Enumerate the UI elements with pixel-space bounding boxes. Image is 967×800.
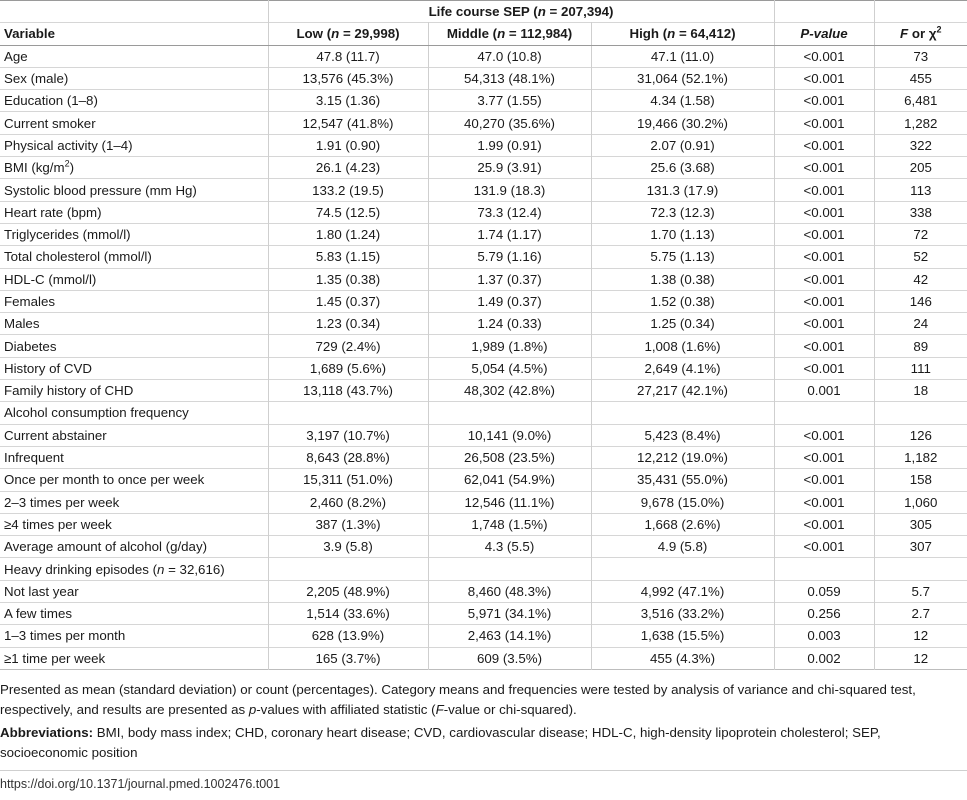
cell-f-chi: 52 (874, 246, 967, 268)
cell-p-value: <0.001 (774, 469, 874, 491)
row-label: ≥1 time per week (4, 650, 106, 666)
cell-high: 131.3 (17.9) (591, 179, 774, 201)
header-high: High (n = 64,412) (591, 23, 774, 45)
row-label: Heart rate (bpm) (4, 204, 102, 220)
row-label: Sex (male) (4, 71, 69, 87)
cell-middle: 48,302 (42.8%) (428, 380, 591, 402)
cell-low: 165 (3.7%) (268, 647, 428, 669)
table-row (0, 335, 967, 357)
row-label: Diabetes (4, 338, 57, 354)
doi-link[interactable]: https://doi.org/10.1371/journal.pmed.1002476.t001 (0, 776, 281, 791)
row-label: 1–3 times per month (4, 628, 126, 644)
cell-p-value: <0.001 (774, 223, 874, 245)
cell-p-value: <0.001 (774, 157, 874, 179)
row-label: 2–3 times per week (4, 494, 120, 510)
cell-high: 5,423 (8.4%) (591, 424, 774, 446)
cell-f-chi: 322 (874, 134, 967, 156)
cell-low: 12,547 (41.8%) (268, 112, 428, 134)
cell-p-value: 0.002 (774, 647, 874, 669)
cell-low (268, 558, 428, 580)
table-row (0, 157, 967, 179)
header-low: Low (n = 29,998) (268, 23, 428, 45)
cell-f-chi: 126 (874, 424, 967, 446)
cell-middle: 40,270 (35.6%) (428, 112, 591, 134)
cell-p-value (774, 402, 874, 424)
cell-high: 1,008 (1.6%) (591, 335, 774, 357)
row-label: Once per month to once per week (4, 472, 205, 488)
cell-middle (428, 558, 591, 580)
row-label: Total cholesterol (mmol/l) (4, 249, 152, 265)
table-row (0, 380, 967, 402)
row-label: Physical activity (1–4) (4, 137, 133, 153)
row-label: ≥4 times per week (4, 516, 112, 532)
cell-p-value: 0.256 (774, 603, 874, 625)
cell-middle: 1.49 (0.37) (428, 290, 591, 312)
row-label: Males (4, 316, 40, 332)
cell-low: 3.15 (1.36) (268, 90, 428, 112)
row-label: Education (1–8) (4, 93, 98, 109)
table-row (0, 246, 967, 268)
cell-low: 133.2 (19.5) (268, 179, 428, 201)
cell-middle: 12,546 (11.1%) (428, 491, 591, 513)
cell-p-value: <0.001 (774, 67, 874, 89)
cell-high: 4,992 (47.1%) (591, 580, 774, 602)
cell-middle: 5,054 (4.5%) (428, 357, 591, 379)
cell-f-chi: 24 (874, 313, 967, 335)
row-label: Females (4, 294, 55, 309)
cell-low: 3,197 (10.7%) (268, 424, 428, 446)
cell-high: 1.70 (1.13) (591, 223, 774, 245)
table-row (0, 469, 967, 491)
cell-high: 5.75 (1.13) (591, 246, 774, 268)
cell-f-chi: 2.7 (874, 603, 967, 625)
cell-low: 1.80 (1.24) (268, 223, 428, 245)
cell-f-chi: 72 (874, 223, 967, 245)
cell-high: 1,638 (15.5%) (591, 625, 774, 647)
cell-f-chi: 1,060 (874, 491, 967, 513)
cell-middle: 8,460 (48.3%) (428, 580, 591, 602)
table-row (0, 491, 967, 513)
cell-high: 31,064 (52.1%) (591, 67, 774, 89)
table-row (0, 424, 967, 446)
cell-f-chi: 6,481 (874, 90, 967, 112)
table-row (0, 268, 967, 290)
row-label: Not last year (4, 583, 79, 599)
cell-p-value: <0.001 (774, 45, 874, 67)
cell-low: 1,689 (5.6%) (268, 357, 428, 379)
cell-middle: 62,041 (54.9%) (428, 469, 591, 491)
table-row (0, 201, 967, 223)
row-label: Age (4, 48, 28, 64)
table-row (0, 558, 967, 580)
header-row-group (0, 1, 967, 23)
cell-p-value: <0.001 (774, 357, 874, 379)
cell-high: 1.25 (0.34) (591, 313, 774, 335)
cell-high: 2.07 (0.91) (591, 134, 774, 156)
cell-low: 74.5 (12.5) (268, 201, 428, 223)
header-variable: Variable (0, 23, 268, 45)
cell-high (591, 558, 774, 580)
cell-p-value: <0.001 (774, 313, 874, 335)
cell-f-chi: 338 (874, 201, 967, 223)
cell-low: 3.9 (5.8) (268, 536, 428, 558)
row-label: History of CVD (4, 360, 92, 376)
table-row (0, 90, 967, 112)
table-row (0, 223, 967, 245)
table-row (0, 647, 967, 669)
cell-middle: 1.24 (0.33) (428, 313, 591, 335)
cell-p-value: <0.001 (774, 424, 874, 446)
cell-low: 1.23 (0.34) (268, 313, 428, 335)
table-row (0, 290, 967, 312)
cell-high: 3,516 (33.2%) (591, 603, 774, 625)
table-body (0, 45, 967, 669)
row-label: Triglycerides (mmol/l) (4, 227, 131, 243)
header-life-course-sep: Life course SEP (n = 207,394) (268, 1, 774, 23)
table-row (0, 513, 967, 535)
cell-f-chi (874, 402, 967, 424)
cell-f-chi: 113 (874, 179, 967, 201)
cell-p-value: <0.001 (774, 446, 874, 468)
cell-f-chi: 158 (874, 469, 967, 491)
cell-low: 15,311 (51.0%) (268, 469, 428, 491)
row-label: Average amount of alcohol (g/day) (4, 539, 208, 555)
cell-middle: 5.79 (1.16) (428, 246, 591, 268)
row-label: Alcohol consumption frequency (4, 405, 189, 421)
cell-middle: 25.9 (3.91) (428, 157, 591, 179)
cell-low: 729 (2.4%) (268, 335, 428, 357)
cell-middle: 26,508 (23.5%) (428, 446, 591, 468)
table-row (0, 357, 967, 379)
cell-p-value: <0.001 (774, 536, 874, 558)
cell-p-value: 0.059 (774, 580, 874, 602)
cell-p-value: 0.001 (774, 380, 874, 402)
table-row (0, 446, 967, 468)
cell-low: 47.8 (11.7) (268, 45, 428, 67)
cell-p-value: <0.001 (774, 491, 874, 513)
cell-f-chi: 305 (874, 513, 967, 535)
cell-p-value: 0.003 (774, 625, 874, 647)
cell-low: 5.83 (1.15) (268, 246, 428, 268)
cell-p-value: <0.001 (774, 246, 874, 268)
cell-f-chi: 73 (874, 45, 967, 67)
table-row (0, 67, 967, 89)
cell-high: 1.38 (0.38) (591, 268, 774, 290)
row-label: Family history of CHD (4, 383, 134, 399)
cell-low: 1.35 (0.38) (268, 268, 428, 290)
table-row (0, 313, 967, 335)
header-blank-p (774, 1, 874, 23)
cell-low: 2,460 (8.2%) (268, 491, 428, 513)
cell-f-chi: 111 (874, 357, 967, 379)
row-label: Systolic blood pressure (mm Hg) (4, 182, 197, 198)
row-label: Heavy drinking episodes (n = 32,616) (4, 561, 225, 577)
table-row (0, 134, 967, 156)
cell-middle: 1.74 (1.17) (428, 223, 591, 245)
table-notes (0, 670, 967, 763)
table-row (0, 179, 967, 201)
cell-middle: 1.99 (0.91) (428, 134, 591, 156)
cell-high: 27,217 (42.1%) (591, 380, 774, 402)
cell-middle: 5,971 (34.1%) (428, 603, 591, 625)
cell-high: 2,649 (4.1%) (591, 357, 774, 379)
cell-middle: 73.3 (12.4) (428, 201, 591, 223)
row-label: HDL-C (mmol/l) (4, 271, 97, 287)
table-row (0, 603, 967, 625)
cell-f-chi: 1,182 (874, 446, 967, 468)
table-row (0, 625, 967, 647)
cell-low: 628 (13.9%) (268, 625, 428, 647)
cell-high: 47.1 (11.0) (591, 45, 774, 67)
cell-middle: 47.0 (10.8) (428, 45, 591, 67)
cell-p-value (774, 558, 874, 580)
cell-low: 1.45 (0.37) (268, 290, 428, 312)
cell-high: 4.9 (5.8) (591, 536, 774, 558)
cell-high: 4.34 (1.58) (591, 90, 774, 112)
cell-f-chi: 89 (874, 335, 967, 357)
cell-p-value: <0.001 (774, 112, 874, 134)
cell-low: 8,643 (28.8%) (268, 446, 428, 468)
header-p-value: P-value (774, 23, 874, 45)
row-label: Current smoker (4, 115, 96, 131)
cell-f-chi: 307 (874, 536, 967, 558)
cell-middle: 4.3 (5.5) (428, 536, 591, 558)
cell-f-chi: 1,282 (874, 112, 967, 134)
table-row (0, 580, 967, 602)
table-row (0, 112, 967, 134)
table-row (0, 402, 967, 424)
cell-p-value: <0.001 (774, 268, 874, 290)
header-row-columns (0, 23, 967, 45)
cell-p-value: <0.001 (774, 179, 874, 201)
cell-middle: 1,989 (1.8%) (428, 335, 591, 357)
cell-p-value: <0.001 (774, 290, 874, 312)
cell-middle: 609 (3.5%) (428, 647, 591, 669)
cell-low: 2,205 (48.9%) (268, 580, 428, 602)
cell-middle: 3.77 (1.55) (428, 90, 591, 112)
cell-low: 1,514 (33.6%) (268, 603, 428, 625)
cell-high: 1.52 (0.38) (591, 290, 774, 312)
cell-f-chi: 455 (874, 67, 967, 89)
cell-f-chi: 12 (874, 647, 967, 669)
cell-f-chi: 18 (874, 380, 967, 402)
header-f-chi: F or $\chi^2$ (874, 23, 967, 45)
row-label: Infrequent (4, 450, 64, 466)
row-label: A few times (4, 606, 72, 622)
header-blank (0, 1, 268, 23)
cell-f-chi: 205 (874, 157, 967, 179)
cell-low: 387 (1.3%) (268, 513, 428, 535)
cell-high: 72.3 (12.3) (591, 201, 774, 223)
row-label: BMI $(kg/m^2)$ (4, 158, 75, 176)
cell-middle: 131.9 (18.3) (428, 179, 591, 201)
cell-high: 12,212 (19.0%) (591, 446, 774, 468)
cell-high: 19,466 (30.2%) (591, 112, 774, 134)
cell-middle: 54,313 (48.1%) (428, 67, 591, 89)
cell-low (268, 402, 428, 424)
cell-p-value: <0.001 (774, 134, 874, 156)
cell-high: 9,678 (15.0%) (591, 491, 774, 513)
cell-f-chi: 12 (874, 625, 967, 647)
cell-p-value: <0.001 (774, 335, 874, 357)
cell-low: 13,118 (43.7%) (268, 380, 428, 402)
row-label: Current abstainer (4, 427, 107, 443)
cell-f-chi: 42 (874, 268, 967, 290)
note-methods: Presented as mean (standard deviation) or count (percentages). Category means and frequencies were tested by analysis of variance and chi-squared test, respectively, and results are presented as p-values with affiliated statistic (F-value or chi-squared). (0, 681, 916, 717)
cell-middle: 2,463 (14.1%) (428, 625, 591, 647)
cell-low: 26.1 (4.23) (268, 157, 428, 179)
cell-high: 35,431 (55.0%) (591, 469, 774, 491)
table-row (0, 45, 967, 67)
cell-high: 25.6 (3.68) (591, 157, 774, 179)
cell-middle (428, 402, 591, 424)
cell-p-value: <0.001 (774, 201, 874, 223)
cell-high (591, 402, 774, 424)
cell-middle: 1,748 (1.5%) (428, 513, 591, 535)
header-middle: Middle (n = 112,984) (428, 23, 591, 45)
cell-high: 455 (4.3%) (591, 647, 774, 669)
header-blank-f (874, 1, 967, 23)
cell-high: 1,668 (2.6%) (591, 513, 774, 535)
note-abbreviations: Abbreviations: BMI, body mass index; CHD, coronary heart disease; CVD, cardiovascular disease; HDL-C, high-density lipoprotein cholesterol; SEP, socioeconomic position (0, 724, 881, 760)
cell-low: 13,576 (45.3%) (268, 67, 428, 89)
cell-f-chi (874, 558, 967, 580)
table-row (0, 536, 967, 558)
cell-f-chi: 146 (874, 290, 967, 312)
cell-p-value: <0.001 (774, 513, 874, 535)
cell-low: 1.91 (0.90) (268, 134, 428, 156)
cell-p-value: <0.001 (774, 90, 874, 112)
cell-f-chi: 5.7 (874, 580, 967, 602)
cell-middle: 1.37 (0.37) (428, 268, 591, 290)
cell-middle: 10,141 (9.0%) (428, 424, 591, 446)
